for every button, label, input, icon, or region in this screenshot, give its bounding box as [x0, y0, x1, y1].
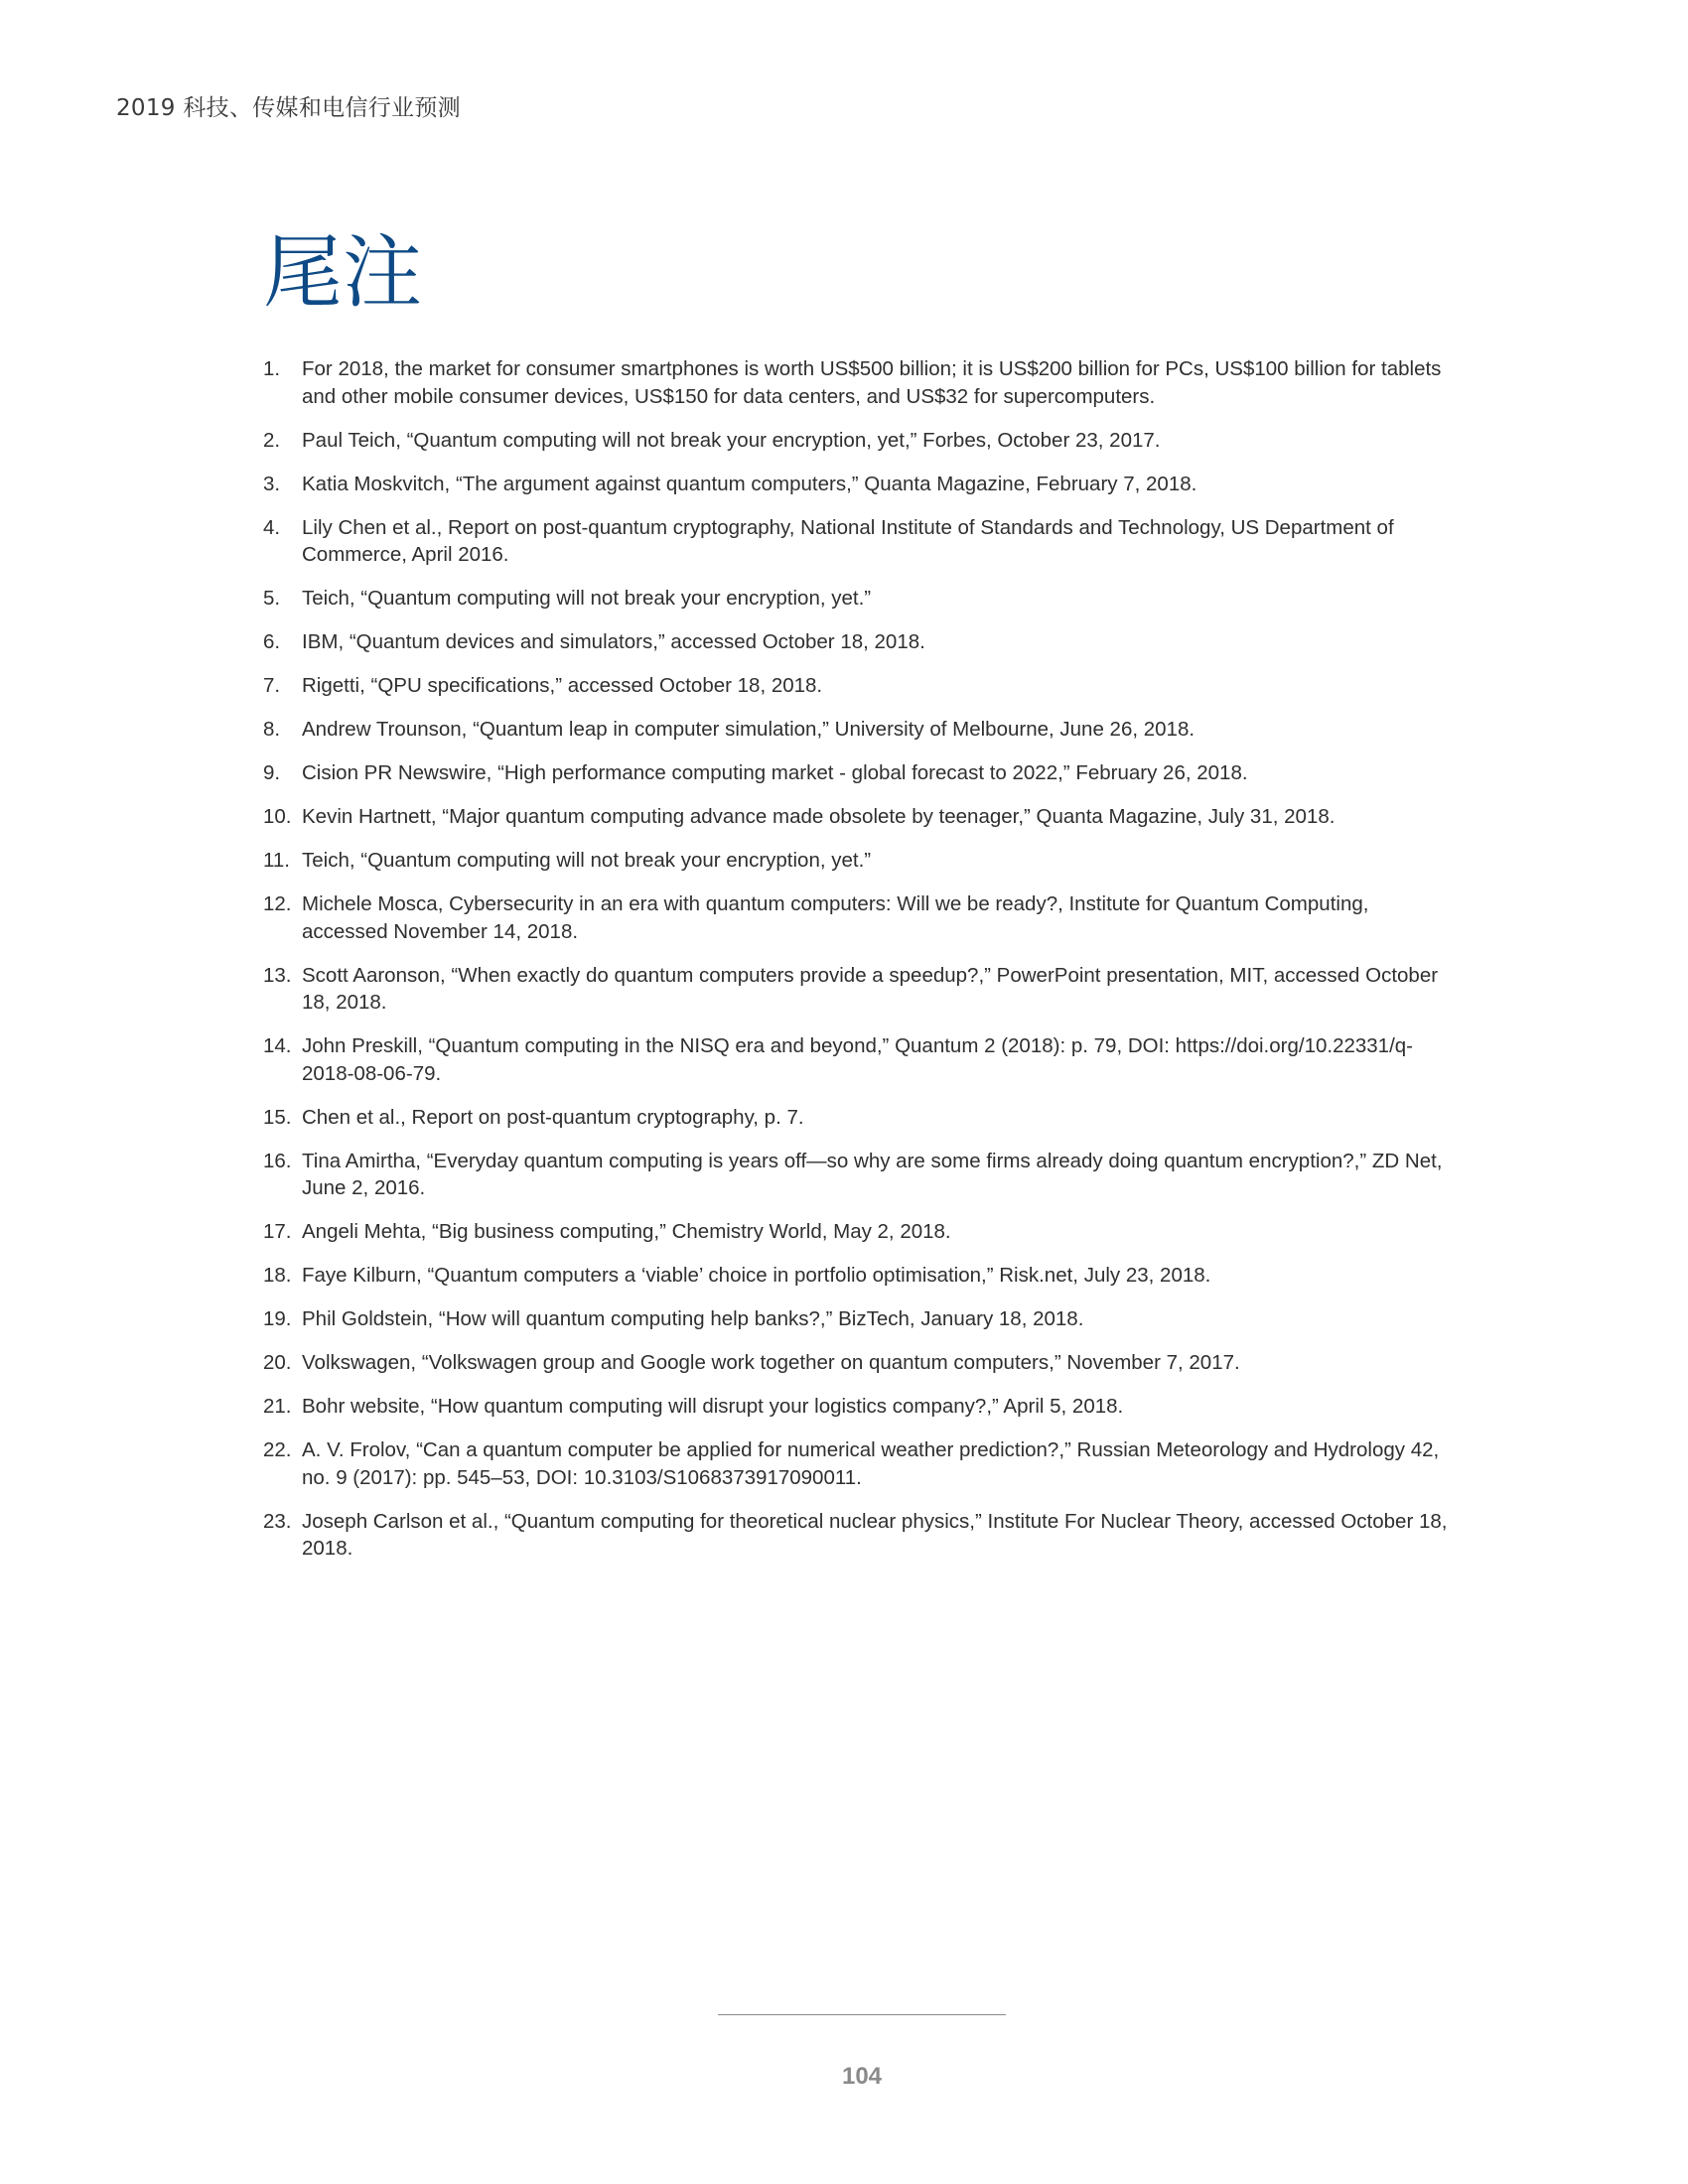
- endnote-text: Katia Moskvitch, “The argument against quantum computers,” Quanta Magazine, February 7, 2018.: [302, 472, 1197, 495]
- endnote-item-1: [263, 355, 1455, 410]
- endnote-item-10: [263, 803, 1455, 831]
- endnote-number: 1.: [263, 357, 281, 380]
- endnote-number: 4.: [263, 515, 281, 539]
- endnote-item-14: [263, 1032, 1455, 1087]
- endnote-item-8: [263, 716, 1455, 744]
- endnote-text: A. V. Frolov, “Can a quantum computer be applied for numerical weather prediction?,” Russian Meteorology and Hydrology 42, no. 9 (2017): pp. 545–53, DOI: 10.3103/S1068373917090011.: [302, 1438, 1440, 1489]
- endnote-number: 13.: [263, 963, 292, 987]
- endnote-number: 20.: [263, 1351, 292, 1374]
- endnote-item-15: [263, 1104, 1455, 1132]
- endnote-number: 17.: [263, 1220, 292, 1243]
- endnote-item-21: [263, 1393, 1455, 1421]
- endnote-number: 16.: [263, 1149, 292, 1172]
- endnote-number: 15.: [263, 1105, 292, 1129]
- endnote-item-16: [263, 1148, 1455, 1202]
- endnote-text: Phil Goldstein, “How will quantum computing help banks?,” BizTech, January 18, 2018.: [302, 1307, 1084, 1330]
- endnote-number: 8.: [263, 718, 281, 741]
- endnote-number: 11.: [263, 849, 290, 872]
- endnote-number: 22.: [263, 1438, 292, 1461]
- endnote-item-19: [263, 1305, 1455, 1333]
- endnote-item-23: [263, 1508, 1455, 1563]
- endnote-text: Tina Amirtha, “Everyday quantum computing is years off—so why are some firms already doing quantum encryption?,” ZD Net, June 2, 2016.: [302, 1149, 1443, 1199]
- endnote-number: 19.: [263, 1307, 292, 1330]
- endnote-item-4: [263, 514, 1455, 569]
- endnote-number: 7.: [263, 674, 281, 697]
- endnote-text: Joseph Carlson et al., “Quantum computing for theoretical nuclear physics,” Institute For Nuclear Theory, accessed October 18, 2018.: [302, 1509, 1448, 1560]
- endnote-number: 21.: [263, 1395, 292, 1418]
- endnote-item-3: [263, 471, 1455, 498]
- endnote-text: Chen et al., Report on post-quantum cryptography, p. 7.: [302, 1105, 804, 1129]
- endnote-item-13: [263, 962, 1455, 1017]
- footer-divider: [718, 2014, 1006, 2015]
- endnote-item-22: [263, 1436, 1455, 1491]
- endnote-text: Kevin Hartnett, “Major quantum computing advance made obsolete by teenager,” Quanta Magazine, July 31, 2018.: [302, 805, 1336, 828]
- endnote-item-2: [263, 427, 1455, 455]
- page-title: 尾注: [263, 226, 422, 319]
- endnote-text: Rigetti, “QPU specifications,” accessed October 18, 2018.: [302, 674, 823, 697]
- running-header: 2019 科技、传媒和电信行业预测: [116, 95, 461, 121]
- endnote-number: 23.: [263, 1509, 292, 1533]
- endnote-text: Bohr website, “How quantum computing will disrupt your logistics company?,” April 5, 2018.: [302, 1395, 1124, 1418]
- endnote-text: John Preskill, “Quantum computing in the NISQ era and beyond,” Quantum 2 (2018): p. 79, DOI: https://doi.org/10.22331/q-2018-08-06-79.: [302, 1034, 1414, 1085]
- endnote-text: Cision PR Newswire, “High performance computing market - global forecast to 2022,” February 26, 2018.: [302, 761, 1248, 784]
- endnote-text: Teich, “Quantum computing will not break your encryption, yet.”: [302, 587, 872, 610]
- endnote-number: 5.: [263, 587, 281, 610]
- endnote-number: 6.: [263, 630, 281, 653]
- endnote-number: 18.: [263, 1264, 292, 1287]
- endnote-number: 12.: [263, 892, 292, 915]
- endnote-number: 10.: [263, 805, 292, 828]
- endnote-item-12: [263, 890, 1455, 945]
- endnote-item-20: [263, 1349, 1455, 1377]
- endnote-text: For 2018, the market for consumer smartphones is worth US$500 billion; it is US$200 billion for PCs, US$100 billion for tablets and other mobile consumer devices, US$150 for data centers, and US$32 for supercomputers.: [302, 357, 1442, 408]
- endnote-text: Lily Chen et al., Report on post-quantum cryptography, National Institute of Standards and Technology, US Department of Commerce, April 2016.: [302, 515, 1394, 566]
- endnote-number: 2.: [263, 428, 281, 452]
- endnote-number: 9.: [263, 761, 281, 784]
- endnote-text: Andrew Trounson, “Quantum leap in computer simulation,” University of Melbourne, June 26, 2018.: [302, 718, 1196, 741]
- endnote-item-5: [263, 585, 1455, 613]
- endnote-text: Paul Teich, “Quantum computing will not break your encryption, yet,” Forbes, October 23, 2017.: [302, 428, 1161, 452]
- endnote-text: Faye Kilburn, “Quantum computers a ‘viable’ choice in portfolio optimisation,” Risk.net, July 23, 2018.: [302, 1264, 1211, 1287]
- endnotes-list: [263, 355, 1455, 1578]
- endnote-text: Michele Mosca, Cybersecurity in an era with quantum computers: Will we be ready?, Institute for Quantum Computing, accessed November 14, 2018.: [302, 892, 1369, 943]
- endnote-item-11: [263, 847, 1455, 875]
- endnote-text: Volkswagen, “Volkswagen group and Google work together on quantum computers,” November 7, 2017.: [302, 1351, 1240, 1374]
- endnote-item-9: [263, 759, 1455, 787]
- endnote-number: 14.: [263, 1034, 292, 1057]
- endnote-item-6: [263, 628, 1455, 656]
- endnote-text: Teich, “Quantum computing will not break your encryption, yet.”: [302, 849, 872, 872]
- endnote-item-7: [263, 672, 1455, 700]
- endnote-item-17: [263, 1218, 1455, 1246]
- page-number: 104: [841, 2063, 883, 2090]
- endnote-text: Angeli Mehta, “Big business computing,” Chemistry World, May 2, 2018.: [302, 1220, 951, 1243]
- endnote-item-18: [263, 1262, 1455, 1290]
- endnote-text: IBM, “Quantum devices and simulators,” accessed October 18, 2018.: [302, 630, 925, 653]
- endnote-number: 3.: [263, 472, 281, 495]
- endnote-text: Scott Aaronson, “When exactly do quantum computers provide a speedup?,” PowerPoint presentation, MIT, accessed October 18, 2018.: [302, 963, 1439, 1014]
